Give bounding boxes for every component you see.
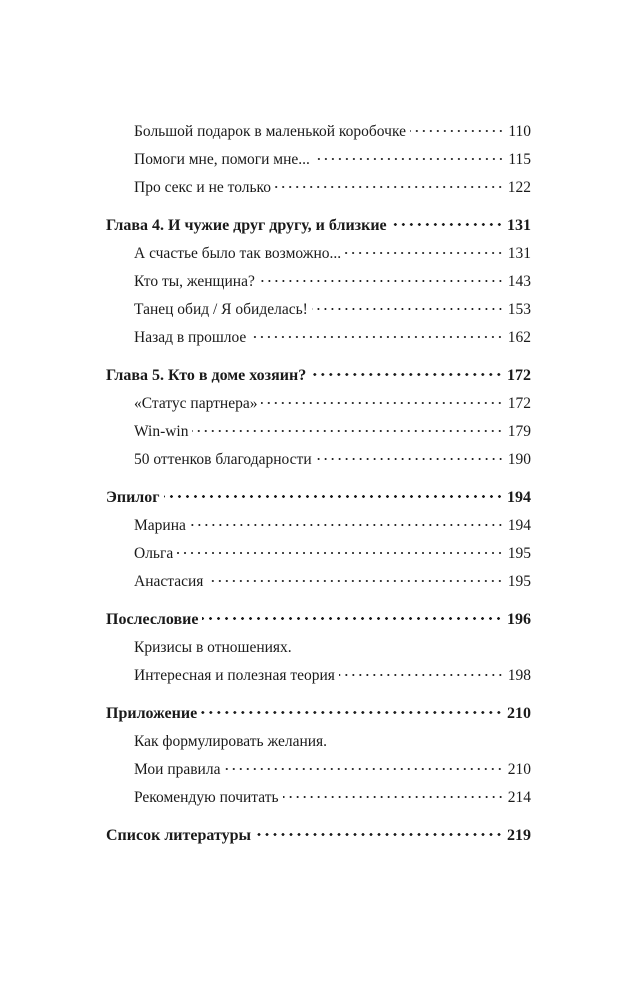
toc-page-number: 122 [507,179,531,196]
toc-entry-title: Рекомендую почитать [134,789,279,806]
toc-chapter-entry [106,822,531,850]
toc-entry-title-line [106,634,531,662]
toc-entry-title: Назад в прошлое [134,329,247,346]
toc-entry-title: «Статус партнера» [134,395,258,412]
dot-leader [259,280,504,282]
dot-leader [314,158,504,160]
toc-page-number: 198 [507,667,531,684]
toc-entry-title: А счастье было так возможно... [134,245,342,262]
toc-section-entry [106,662,531,690]
toc-section-entry [106,268,531,296]
toc-page-number: 210 [507,705,531,722]
toc-entry-title: Кризисы в отношениях. [134,639,292,656]
toc-section-entry [106,418,531,446]
toc-entry-title: Глава 5. Кто в доме хозяин? [106,367,307,384]
dot-leader [261,402,503,404]
dot-leader [207,580,503,582]
toc-page-number: 214 [507,789,531,806]
dot-leader [410,130,504,132]
toc-page-number: 210 [507,761,531,778]
toc-page-number: 195 [507,545,531,562]
toc-entry-title-line [106,728,531,756]
toc-page-number: 219 [507,827,531,844]
toc-entry-title: Win-win [134,423,189,440]
toc-entry-title: Приложение [106,705,198,722]
toc-entry-title: Марина [134,517,186,534]
table-of-contents [106,118,531,850]
toc-entry-title: Анастасия [134,573,204,590]
dot-leader [255,833,503,836]
toc-section-entry [106,446,531,474]
toc-entry-title: Мои правила [134,761,221,778]
dot-leader [339,674,504,676]
dot-leader [190,524,504,526]
toc-page-number: 162 [507,329,531,346]
toc-section-entry [106,324,531,352]
toc-entry-title: Эпилог [106,489,160,506]
toc-section-entry [106,240,531,268]
toc-entry-title: Кто ты, женщина? [134,273,255,290]
toc-section-entry [106,296,531,324]
toc-chapter-entry [106,700,531,728]
dot-leader [345,252,504,254]
toc-page-number: 131 [507,245,531,262]
toc-chapter-entry [106,606,531,634]
toc-entry-title: Танец обид / Я обиделась! [134,301,308,318]
toc-page-number: 143 [507,273,531,290]
toc-chapter-entry [106,362,531,390]
toc-entry-title: Про секс и не только [134,179,272,196]
toc-section-entry [106,512,531,540]
toc-page-number: 110 [508,123,531,140]
toc-page-number: 196 [507,611,531,628]
toc-page-number: 194 [507,517,531,534]
toc-page-number: 115 [508,151,531,168]
dot-leader [283,796,504,798]
toc-section-entry [106,390,531,418]
toc-chapter-entry [106,212,531,240]
dot-leader [202,617,503,620]
toc-section-entry [106,540,531,568]
toc-section-entry [106,146,531,174]
toc-page-number: 179 [507,423,531,440]
toc-entry-title: Список литературы [106,827,251,844]
dot-leader [164,495,503,498]
toc-entry-title: Помоги мне, помоги мне... [134,151,310,168]
toc-page-number: 194 [507,489,531,506]
toc-page-number: 131 [507,217,531,234]
toc-section-entry [106,784,531,812]
toc-section-entry [106,174,531,202]
toc-entry-title: Глава 4. И чужие друг другу, и близкие [106,217,387,234]
dot-leader [275,186,504,188]
dot-leader [224,768,503,770]
toc-entry-title: Большой подарок в маленькой коробочке [134,123,406,140]
toc-page-number: 195 [507,573,531,590]
toc-chapter-entry [106,484,531,512]
toc-page-number: 172 [507,367,531,384]
toc-list [106,118,531,850]
dot-leader [312,308,504,310]
dot-leader [201,711,503,714]
dot-leader [391,223,503,226]
toc-page-number: 172 [507,395,531,412]
toc-entry-title: Как формулировать желания. [134,733,328,750]
toc-section-entry [106,568,531,596]
toc-entry-title: Ольга [134,545,174,562]
toc-entry-title: Интересная и полезная теория [134,667,335,684]
toc-section-entry [106,756,531,784]
toc-section-entry [106,118,531,146]
toc-entry-title: 50 оттенков благодарности [134,451,312,468]
dot-leader [316,458,504,460]
toc-entry-title: Послесловие [106,611,199,628]
dot-leader [250,336,503,338]
dot-leader [177,552,504,554]
toc-page-number: 153 [507,301,531,318]
toc-page-number: 190 [507,451,531,468]
dot-leader [310,373,503,376]
dot-leader [192,430,503,432]
